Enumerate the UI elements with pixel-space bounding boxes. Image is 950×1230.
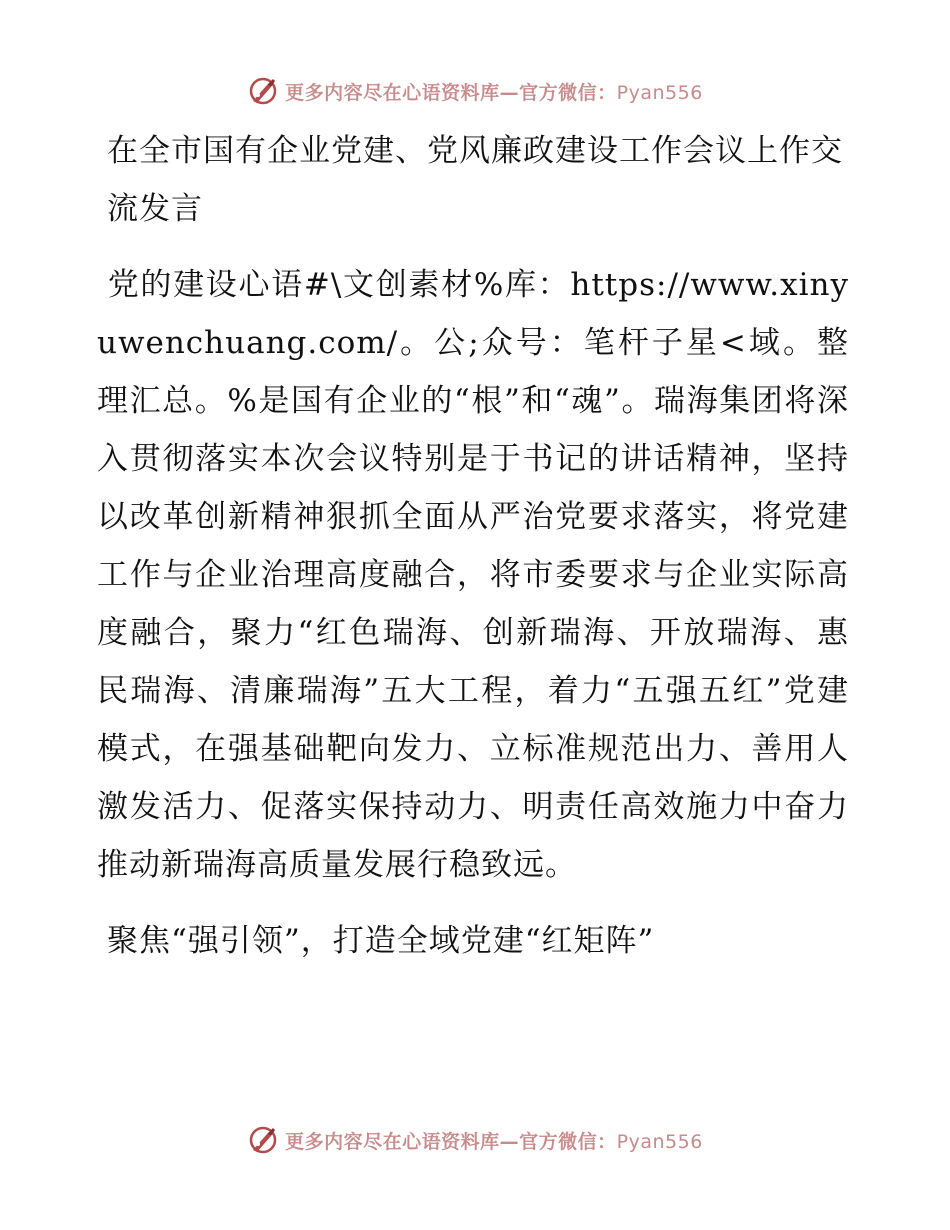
- section-heading: 聚焦“强引领”，打造全域党建“红矩阵”: [107, 923, 655, 959]
- pen-logo-icon: [247, 75, 279, 107]
- body-paragraph-text: 党的建设心语#\文创素材%库：https://www.xinyuwenchuang.com/。公;众号：笔杆子星<域。整理汇总。%是国有企业的“根”和“魂”。瑞海集团将深入贯彻落实本次会议特别是于书记的讲话精神，坚持以改革创新精神狠抓全面从严治党要求落实，将党建工作与企业治理高度融合，将市委要求与企业实际高度融合，聚力“红色瑞海、创新瑞海、开放瑞海、惠民瑞海、清廉瑞海”五大工程，着力“五强五红”党建模式，在强基础靶向发力、立标准规范出力、善用人激发活力、促落实保持动力、明责任高效施力中奋力推动新瑞海高质量发展行稳致远。: [97, 267, 849, 883]
- header-watermark-cn: 更多内容尽在心语资料库—官方微信：: [285, 81, 617, 104]
- footer-watermark-id: Pyan556: [616, 1130, 703, 1153]
- document-body: [97, 122, 849, 970]
- footer-watermark-text: [285, 1127, 703, 1154]
- footer-watermark-cn: 更多内容尽在心语资料库—官方微信：: [285, 1130, 617, 1153]
- footer-watermark-banner: [0, 1120, 950, 1160]
- pen-logo-icon: [247, 1124, 279, 1156]
- header-watermark-text: [285, 78, 703, 105]
- header-watermark-banner: [0, 71, 950, 111]
- body-paragraph: [97, 256, 849, 894]
- header-watermark-id: Pyan556: [616, 81, 703, 104]
- document-title: 在全市国有企业党建、党风廉政建设工作会议上作交流发言: [107, 133, 843, 227]
